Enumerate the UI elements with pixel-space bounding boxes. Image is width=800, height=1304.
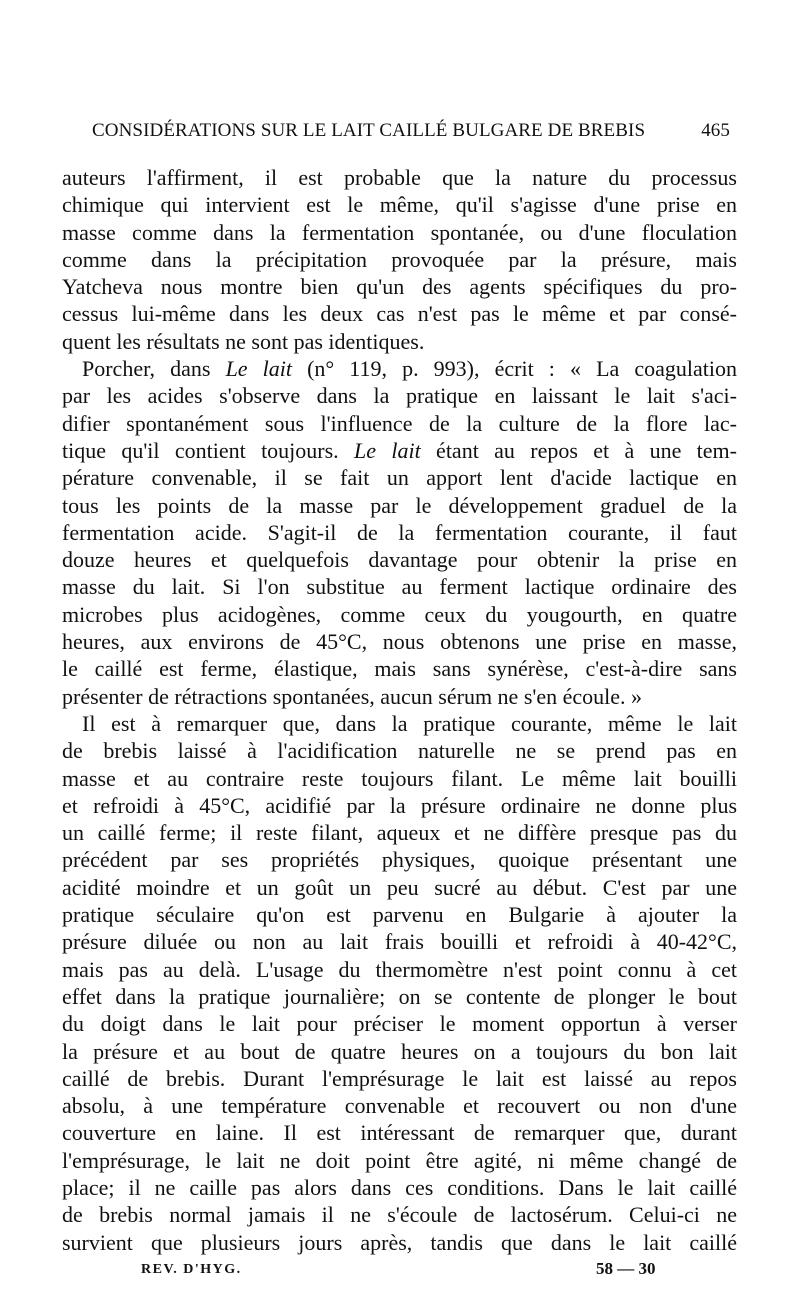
text-line: quent les résultats ne sont pas identiques. xyxy=(62,328,425,354)
text-line: masse et au contraire reste toujours filant. Le même lait bouilli xyxy=(62,765,737,791)
text-line: Yatcheva nous montre bien qu'un des agents spécifiques du pro- xyxy=(62,274,737,300)
text-line: cessus lui-même dans les deux cas n'est pas le même et par consé- xyxy=(62,301,737,327)
text-line: la présure et au bout de quatre heures on a toujours du bon lait xyxy=(62,1038,737,1064)
text-line: couverture en laine. Il est intéressant de remarquer que, durant xyxy=(62,1120,737,1146)
cited-title: Le lait xyxy=(354,437,421,463)
text-line: comme dans la précipitation provoquée par la présure, mais xyxy=(62,246,737,272)
text-line: présure diluée ou non au lait frais bouilli et refroidi à 40-42°C, xyxy=(62,929,737,955)
text-line: par les acides s'observe dans la pratique en laissant le lait s'aci- xyxy=(62,383,737,409)
running-title: CONSIDÉRATIONS SUR LE LAIT CAILLÉ BULGARE DE BREBIS xyxy=(92,120,646,141)
text-line: pratique séculaire qu'on est parvenu en Bulgarie à ajouter la xyxy=(62,902,737,928)
text-line: caillé de brebis. Durant l'emprésurage le lait est laissé au repos xyxy=(62,1065,737,1091)
text-line: et refroidi à 45°C, acidifié par la présure ordinaire ne donne plus xyxy=(62,792,737,818)
text-line: présenter de rétractions spontanées, aucun sérum ne s'en écoule. » xyxy=(62,683,643,709)
text-line: précédent par ses propriétés physiques, quoique présentant une xyxy=(62,847,737,873)
text-line: de brebis normal jamais il ne s'écoule de lactosérum. Celui-ci ne xyxy=(62,1202,737,1228)
text-line: masse du lait. Si l'on substitue au ferment lactique ordinaire des xyxy=(62,574,737,600)
text-line: fermentation acide. S'agit-il de la fermentation courante, il faut xyxy=(62,519,737,545)
text-line: masse comme dans la fermentation spontanée, ou d'une floculation xyxy=(62,219,737,245)
text-line: de brebis laissé à l'acidification naturelle ne se prend pas en xyxy=(62,738,737,764)
text-line: un caillé ferme; il reste filant, aqueux et ne diffère presque pas du xyxy=(62,820,737,846)
text-line: tique qu'il contient toujours. Le lait étant au repos et à une tem- xyxy=(62,437,737,463)
text-line: heures, aux environs de 45°C, nous obtenons une prise en masse, xyxy=(62,629,737,655)
text-line: place; il ne caille pas alors dans ces conditions. Dans le lait caillé xyxy=(62,1174,737,1200)
journal-abbreviation: REV. D'HYG. xyxy=(141,1262,242,1277)
text-line: Porcher, dans Le lait (n° 119, p. 993), écrit : « La coagulation xyxy=(82,356,737,382)
cited-title: Le lait xyxy=(225,356,292,382)
text-line: le caillé est ferme, élastique, mais sans synérèse, c'est-à-dire sans xyxy=(62,656,737,682)
text-line: tous les points de la masse par le développement graduel de la xyxy=(62,492,737,518)
text-line: Il est à remarquer que, dans la pratique courante, même le lait xyxy=(82,710,737,736)
page-number: 465 xyxy=(701,120,730,141)
text-line: survient que plusieurs jours après, tandis que dans le lait caillé xyxy=(62,1229,737,1255)
text-line: difier spontanément sous l'influence de la culture de la flore lac- xyxy=(62,410,737,436)
text-line: douze heures et quelquefois davantage pour obtenir la prise en xyxy=(62,547,737,573)
text-line: mais pas au delà. L'usage du thermomètre n'est point connu à cet xyxy=(62,956,737,982)
text-line: absolu, à une température convenable et recouvert ou non d'une xyxy=(62,1093,737,1119)
body-text xyxy=(62,164,737,1256)
text-line: effet dans la pratique journalière; on se contente de plonger le bout xyxy=(62,983,737,1009)
text-line: auteurs l'affirment, il est probable que la nature du processus xyxy=(62,165,737,190)
text-line: microbes plus acidogènes, comme ceux du yougourth, en quatre xyxy=(62,601,737,627)
text-line: chimique qui intervient est le même, qu'il s'agisse d'une prise en xyxy=(62,192,737,218)
text-line: du doigt dans le lait pour préciser le moment opportun à verser xyxy=(62,1011,737,1037)
printer-signature: 58 — 30 xyxy=(596,1259,656,1278)
text-line: pérature convenable, il se fait un apport lent d'acide lactique en xyxy=(62,465,737,491)
text-line: acidité moindre et un goût un peu sucré au début. C'est par une xyxy=(62,874,737,900)
text-line: l'emprésurage, le lait ne doit point être agité, ni même changé de xyxy=(62,1147,737,1173)
